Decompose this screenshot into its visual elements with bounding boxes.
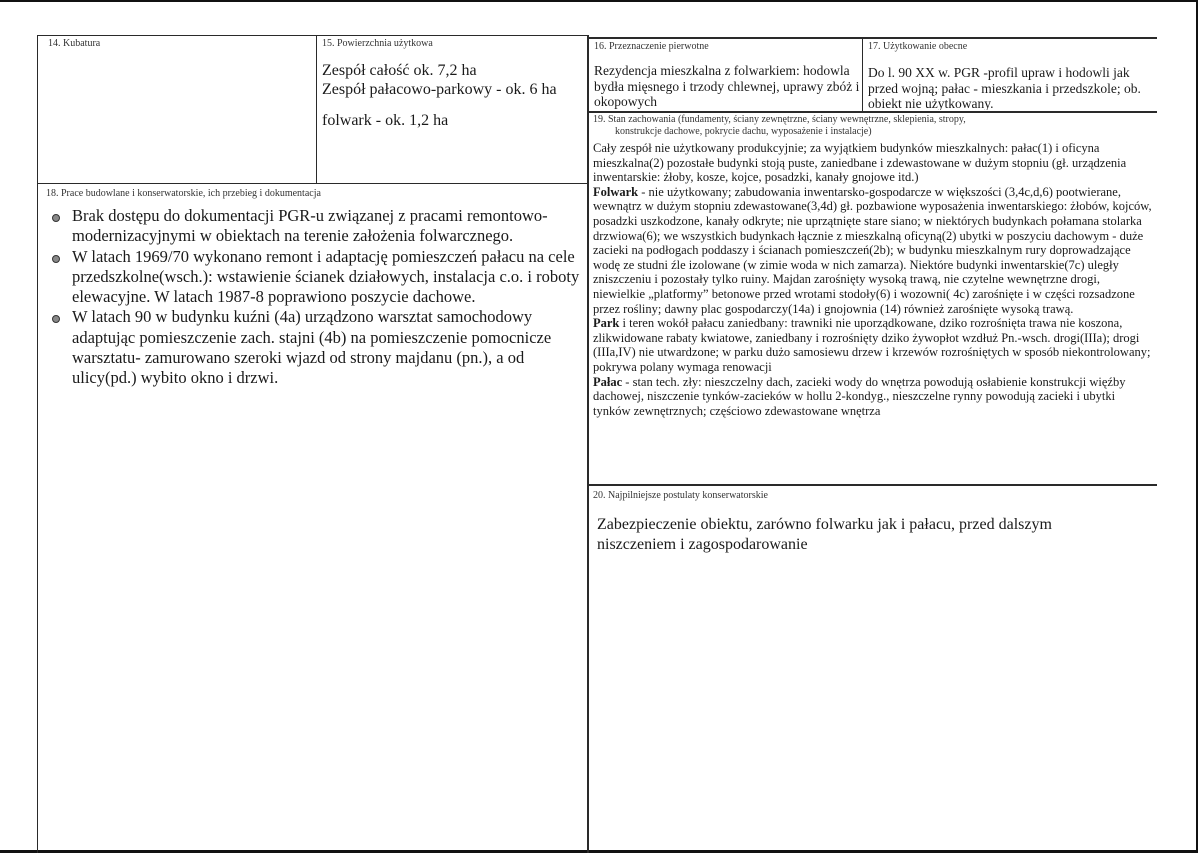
park-label: Park [593, 316, 620, 331]
divider-16-17 [862, 37, 863, 112]
section-18-prace [46, 188, 582, 488]
section-14-header: 14. Kubatura [48, 38, 101, 49]
park-text: i teren wokół pałacu zaniedbany: trawniki nie uporządkowane, dziko rozrośnięta trawa nie koszona, zlikwidowane rabaty kwiatowe, zaniedbany i rozrośnięty dziko żywopłot wzdłuż Pn.-wsch. drogi(IIIa); drogi (IIIa,IV) nie utwardzone; w parku dużo samosiewu drzew i krzewów rozrośniętych w sposób niekontrolowany; pokrywa polany wymaga renowacji [593, 316, 1151, 374]
section-19-header: 19. Stan zachowania (fundamenty, ściany zewnętrzne, ściany wewnętrzne, sklepienia, stropy, [593, 114, 966, 125]
works-item: W latach 1969/70 wykonano remont i adaptację pomieszczeń pałacu na cele przedszkolne(wsch.): wstawienie ścianek działowych, instalacja c.o. i roboty elewacyjne. W latach 1987-8 poprawiono poszycie dachowe. [72, 247, 582, 308]
section-19-stan [593, 114, 1153, 483]
top-rule-right [588, 37, 1157, 39]
condition-palac [593, 375, 1153, 419]
section-17-header: 17. Użytkowanie obecne [868, 41, 968, 52]
folwark-text: - nie użytkowany; zabudowania inwentarsko-gospodarcze w większości (3,4c,d,6) pootwierane, wewnątrz w dużym stopniu zdewastowane(3,4d) gł. pozbawione wyposażenia inwentarskiego: żłobów, kojców, posadzki uszkodzone, kanały odkryte; nie uprzątnięte stare siano; w niektórych budynkach połamana stolarka drzwiowa(6); we wszystkich budynkach łącznie z mieszkalną oficyną(2) ubytki w poszyciu dachowym - duże zacieki na podłogach poddaszy i ścianach pomieszczeń(2b); w budynku mieszkalnym rury doprowadzające wodę ze studni źle izolowane (w zimie woda w nich zamarza). Niektóre budynki inwentarskie(7c) uległy zniszczeniu i pozostały tylko ruiny. Majdan zarośnięty wysoką trawą, nie czytelne wewnętrzne drogi, niewielkie „platformy” betonowe przed wrotami stodoły(6) i wozowni( 4c) zarośnięte i w części rozsadzone przez rośliny; dawny plac gospodarczy(14a) i gnojownia (14) również zarośnięte wysoką trawą. [593, 184, 1152, 316]
works-item: Brak dostępu do dokumentacji PGR-u związanej z pracami remontowo-modernizacyjnymi w obiektach na terenie założenia folwarcznego. [72, 206, 582, 247]
condition-folwark [593, 185, 1153, 316]
condition-park [593, 316, 1153, 374]
rule-19-top [588, 111, 1157, 113]
folwark-label: Folwark [593, 184, 639, 199]
condition-intro [593, 141, 1153, 185]
condition-intro-text: Cały zespół nie użytkowany produkcyjnie; za wyjątkiem budynków mieszkalnych: pałac(1) i oficyna mieszkalna(2) pozostałe budynki stoją puste, zaniedbane i zdewastowane w dużym stopniu (gł. urządzenia inwentarskie: żłoby, kosze, kojce, posadzki, kanały gnojowe itd.) [593, 141, 1127, 185]
section-15-header: 15. Powierzchnia użytkowa [322, 38, 433, 49]
section-16-header: 16. Przeznaczenie pierwotne [594, 41, 709, 52]
palac-label: Pałac [593, 374, 623, 389]
section-20-postulaty [593, 490, 1153, 690]
rule-18-top [37, 183, 588, 184]
area-palace-park: Zespół pałacowo-parkowy - ok. 6 ha [322, 81, 557, 98]
section-18-header: 18. Prace budowlane i konserwatorskie, ich przebieg i dokumentacja [46, 188, 321, 199]
left-border [37, 35, 38, 853]
center-divider [587, 35, 589, 853]
top-edge [0, 0, 1198, 2]
section-17-uzytkowanie [868, 41, 1152, 110]
rule-20-top [588, 484, 1157, 486]
section-15-powierzchnia [322, 38, 586, 178]
current-use-text: Do l. 90 XX w. PGR -profil upraw i hodowli jak przed wojną; pałac - mieszkania i przedszkole; ob. obiekt nie użytkowany. [868, 65, 1141, 110]
conservation-postulates-text: Zabezpieczenie obiektu, zarówno folwarku jak i pałacu, przed dalszym niszczeniem i zagospodarowanie [597, 516, 1052, 553]
section-16-przeznaczenie [594, 41, 860, 110]
section-20-header: 20. Najpilniejsze postulaty konserwatorskie [593, 490, 768, 501]
section-14-kubatura [48, 38, 308, 178]
palac-text: - stan tech. zły: nieszczelny dach, zacieki wody do wnętrza powodują osłabienie konstrukcji więźby dachowej, niszczenie tynków-zacieków w hollu 2-kondyg., nieszczelne rynny powodują zacieki i ubytki tynków zewnętrznych; częściowo zdewastowane wnętrza [593, 374, 1126, 418]
original-purpose-text: Rezydencja mieszkalna z folwarkiem: hodowla bydła mięsnego i trzody chlewnej, uprawy zbóż i okopowych [594, 63, 860, 109]
divider-14-15 [316, 35, 317, 183]
area-folwark: folwark - ok. 1,2 ha [322, 112, 449, 129]
works-item: W latach 90 w budynku kuźni (4a) urządzono warsztat samochodowy adaptując pomieszczenie zach. stajni (4b) na pomieszczenie pomocnicze warsztatu- zamurowano szeroki wjazd od strony majdanu (pn.), a od ulicy(pd.) wybito okno i drzwi. [72, 307, 582, 388]
section-19-header-cont: konstrukcje dachowe, pokrycie dachu, wyposażenie i instalacje) [615, 126, 872, 137]
top-rule-left [37, 35, 588, 36]
area-total: Zespół całość ok. 7,2 ha [322, 62, 477, 79]
works-list [46, 206, 582, 389]
